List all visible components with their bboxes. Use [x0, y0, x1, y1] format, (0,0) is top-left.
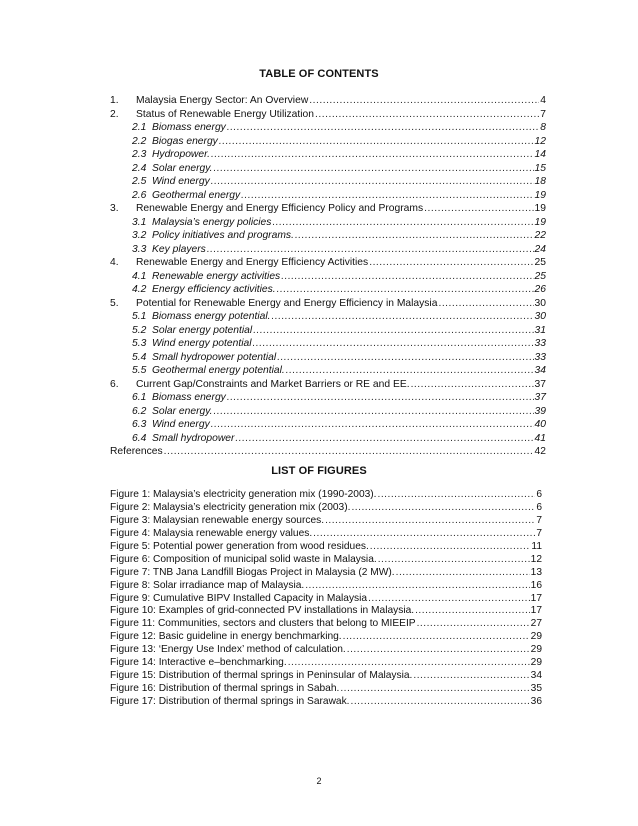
toc-entry-number: 5.2	[132, 324, 147, 336]
figure-entry[interactable]	[110, 580, 542, 593]
toc-entry[interactable]	[110, 445, 546, 459]
toc-entry-title: Status of Renewable Energy Utilization	[136, 108, 315, 120]
toc-entry-number: 2.1	[132, 122, 147, 133]
toc-entry[interactable]	[110, 175, 546, 189]
figure-entry-page: 7	[536, 527, 542, 539]
toc-entry[interactable]	[110, 324, 546, 338]
toc-entry-number: 6.4	[132, 432, 147, 444]
dot-leader	[235, 432, 533, 446]
figure-entry-title: Figure 4: Malaysia renewable energy values.	[110, 527, 313, 539]
toc-entry-title: Renewable Energy and Energy Efficiency Policy and Programs	[136, 203, 424, 214]
toc-entry[interactable]	[110, 351, 546, 365]
toc-entry-title: Solar energy potential	[152, 324, 253, 336]
toc-entry-title: Geothermal energy	[152, 189, 241, 201]
figure-entry-title: Figure 9: Cumulative BIPV Installed Capacity in Malaysia	[110, 592, 368, 604]
dot-leader	[417, 618, 530, 631]
toc-entry[interactable]	[110, 283, 546, 297]
dot-leader	[288, 657, 530, 670]
table-of-contents	[110, 94, 546, 459]
figure-entry-page: 29	[530, 657, 542, 669]
figure-entry[interactable]	[110, 567, 542, 580]
figure-entry-page: 29	[530, 644, 542, 656]
toc-entry-page: 40	[534, 419, 546, 430]
figure-entry-title: Figure 12: Basic guideline in energy benchmarking.	[110, 631, 342, 643]
toc-entry-page: 41	[534, 432, 546, 444]
toc-entry[interactable]	[110, 243, 546, 257]
figure-entry-title: Figure 17: Distribution of thermal springs in Sarawak.	[110, 696, 350, 707]
toc-entry-page: 37	[534, 392, 546, 403]
toc-entry[interactable]	[110, 418, 546, 432]
figure-entry[interactable]	[110, 657, 542, 670]
toc-entry-page: 31	[534, 324, 546, 336]
toc-entry[interactable]	[110, 94, 546, 108]
dot-leader	[370, 541, 531, 554]
figure-entry-page: 6	[536, 501, 542, 513]
figure-entry[interactable]	[110, 605, 542, 618]
toc-entry-page: 37	[534, 378, 546, 390]
toc-entry[interactable]	[110, 108, 546, 122]
toc-entry-page: 22	[534, 230, 546, 241]
toc-entry[interactable]	[110, 364, 546, 378]
dot-leader	[313, 528, 535, 541]
toc-entry-page: 12	[534, 135, 546, 147]
toc-entry-title: Biomass energy	[152, 122, 226, 133]
dot-leader	[164, 445, 534, 459]
toc-entry-number: 6.3	[132, 419, 147, 430]
figure-entry[interactable]	[110, 670, 542, 683]
toc-entry-title: Policy initiatives and programs.	[152, 230, 294, 241]
toc-heading: TABLE OF CONTENTS	[259, 68, 379, 80]
toc-entry-page: 15	[534, 162, 546, 174]
toc-entry-page: 24	[534, 243, 546, 255]
toc-entry-number: 6.2	[132, 405, 147, 417]
figure-entry-title: Figure 10: Examples of grid-connected PV installations in Malaysia.	[110, 605, 415, 617]
toc-entry-title: Energy efficiency activities.	[152, 284, 276, 295]
toc-entry-title: Wind energy	[152, 176, 210, 187]
figure-entry[interactable]	[110, 696, 542, 709]
toc-entry[interactable]	[110, 337, 546, 351]
dot-leader	[309, 94, 539, 108]
figure-entry-title: Figure 15: Distribution of thermal springs in Peninsular of Malaysia.	[110, 670, 413, 682]
toc-entry-page: 25	[534, 270, 546, 282]
toc-entry-title: Wind energy	[152, 419, 210, 430]
toc-entry-title: Small hydropower	[152, 432, 235, 444]
dot-leader	[347, 644, 530, 657]
dot-leader	[343, 631, 530, 644]
dot-leader	[211, 418, 534, 432]
dot-leader	[396, 567, 530, 580]
figure-entry[interactable]	[110, 554, 542, 567]
toc-entry-title: Renewable Energy and Energy Efficiency Activities	[136, 257, 369, 268]
toc-entry-number: 4.1	[132, 270, 147, 282]
dot-leader	[253, 337, 534, 351]
figure-entry[interactable]	[110, 502, 542, 515]
toc-entry-page: 33	[534, 338, 546, 349]
dot-leader	[211, 148, 534, 162]
dot-leader	[227, 121, 539, 135]
toc-entry-number: 2.6	[132, 189, 147, 201]
dot-leader	[305, 580, 529, 593]
toc-entry[interactable]	[110, 229, 546, 243]
toc-entry-title: Malaysia’s energy policies	[152, 216, 272, 228]
toc-entry-page: 30	[534, 297, 546, 309]
figure-entry-page: 13	[530, 566, 542, 578]
toc-entry-page: 39	[534, 405, 546, 417]
dot-leader	[277, 283, 534, 297]
dot-leader	[281, 270, 533, 284]
dot-leader	[351, 502, 535, 515]
dot-leader	[325, 515, 535, 528]
toc-entry-title: Small hydropower potential	[152, 351, 277, 363]
toc-entry[interactable]	[110, 297, 546, 311]
dot-leader	[207, 243, 534, 257]
figure-entry[interactable]	[110, 515, 542, 528]
toc-entry-page: 25	[534, 257, 546, 268]
toc-entry-number: 5.1	[132, 311, 147, 322]
page-number: 2	[316, 776, 322, 786]
figure-entry-title: Figure 11: Communities, sectors and clusters that belong to MIEEIP	[110, 618, 416, 630]
toc-entry[interactable]	[110, 432, 546, 446]
figure-entry-page: 29	[530, 631, 542, 643]
dot-leader	[438, 297, 533, 311]
toc-entry[interactable]	[110, 378, 546, 392]
toc-entry-title: Hydropower.	[152, 149, 210, 160]
dot-leader	[227, 391, 534, 405]
figure-entry-page: 12	[530, 553, 542, 565]
figure-entry-title: Figure 8: Solar irradiance map of Malaysia.	[110, 579, 305, 591]
toc-entry[interactable]	[110, 202, 546, 216]
figure-entry-title: Figure 5: Potential power generation from wood residues.	[110, 540, 369, 552]
figure-entry-title: Figure 2: Malaysia’s electricity generation mix (2003).	[110, 501, 351, 513]
toc-entry[interactable]	[110, 121, 546, 135]
dot-leader	[295, 229, 534, 243]
dot-leader	[277, 351, 533, 365]
figure-entry-title: Figure 6: Composition of municipal solid waste in Malaysia.	[110, 553, 377, 565]
dot-leader	[271, 310, 533, 324]
toc-entry-page: 42	[534, 446, 546, 457]
toc-entry-page: 8	[540, 122, 546, 133]
toc-entry-page: 7	[540, 108, 546, 120]
figure-entry-page: 27	[530, 618, 542, 630]
dot-leader	[351, 696, 530, 709]
toc-entry-title: Current Gap/Constraints and Market Barriers or RE and EE.	[136, 378, 410, 390]
figure-entry-page: 7	[536, 514, 542, 526]
toc-entry-number: 6.	[110, 378, 119, 390]
toc-entry-page: 14	[534, 149, 546, 160]
toc-entry-title: References	[110, 446, 163, 457]
figure-entry-title: Figure 1: Malaysia’s electricity generation mix (1990-2003).	[110, 489, 377, 500]
list-of-figures	[110, 489, 542, 709]
dot-leader	[413, 670, 529, 683]
figure-entry-page: 17	[530, 592, 542, 604]
toc-entry-number: 4.2	[132, 284, 147, 295]
toc-entry-title: Malaysia Energy Sector: An Overview	[136, 95, 309, 106]
figure-entry-title: Figure 3: Malaysian renewable energy sources.	[110, 514, 325, 526]
figure-entry[interactable]	[110, 489, 542, 502]
toc-entry[interactable]	[110, 216, 546, 230]
toc-entry-page: 19	[534, 189, 546, 201]
toc-entry[interactable]	[110, 391, 546, 405]
toc-entry-title: Biomass energy	[152, 392, 226, 403]
dot-leader	[369, 256, 533, 270]
figure-entry[interactable]	[110, 593, 542, 606]
figure-entry-title: Figure 13: ‘Energy Use Index’ method of calculation.	[110, 644, 346, 656]
figure-entry-page: 17	[530, 605, 542, 617]
toc-entry-title: Key players	[152, 243, 206, 255]
dot-leader	[368, 593, 530, 606]
toc-entry-number: 1.	[110, 95, 119, 106]
toc-entry-title: Biomass energy potential.	[152, 311, 271, 322]
toc-entry-page: 18	[534, 176, 546, 187]
dot-leader	[378, 489, 536, 502]
toc-entry-number: 3.3	[132, 243, 147, 255]
toc-entry[interactable]	[110, 162, 546, 176]
dot-leader	[213, 162, 533, 176]
figure-entry-title: Figure 7: TNB Jana Landfill Biogas Project in Malaysia (2 MW).	[110, 566, 395, 578]
toc-entry-title: Biogas energy	[152, 135, 218, 147]
toc-entry[interactable]	[110, 256, 546, 270]
toc-entry-number: 6.1	[132, 392, 147, 403]
dot-leader	[415, 605, 530, 618]
toc-entry-title: Solar energy.	[152, 405, 213, 417]
toc-entry-number: 3.	[110, 203, 119, 214]
figure-entry-title: Figure 16: Distribution of thermal springs in Sabah.	[110, 683, 340, 695]
toc-entry-number: 3.1	[132, 216, 147, 228]
figure-entry-page: 35	[530, 683, 542, 695]
toc-entry-page: 19	[534, 203, 546, 214]
toc-entry-number: 5.3	[132, 338, 147, 349]
dot-leader	[411, 378, 534, 392]
toc-entry-number: 2.2	[132, 135, 147, 147]
toc-entry-number: 4.	[110, 257, 119, 268]
figure-entry[interactable]	[110, 528, 542, 541]
figure-entry-title: Figure 14: Interactive e–benchmarking.	[110, 657, 287, 669]
dot-leader	[241, 189, 533, 203]
figure-entry[interactable]	[110, 644, 542, 657]
dot-leader	[272, 216, 533, 230]
toc-entry-title: Solar energy.	[152, 162, 213, 174]
figure-entry[interactable]	[110, 541, 542, 554]
toc-entry-page: 33	[534, 351, 546, 363]
dot-leader	[340, 683, 529, 696]
dot-leader	[378, 554, 530, 567]
toc-entry[interactable]	[110, 405, 546, 419]
toc-entry[interactable]	[110, 189, 546, 203]
toc-entry[interactable]	[110, 148, 546, 162]
toc-entry-number: 2.	[110, 108, 119, 120]
toc-entry-number: 5.5	[132, 365, 147, 376]
toc-entry-page: 4	[540, 95, 546, 106]
dot-leader	[315, 108, 539, 122]
toc-entry-number: 2.3	[132, 149, 147, 160]
figure-entry[interactable]	[110, 683, 542, 696]
toc-entry-page: 26	[534, 284, 546, 295]
figures-heading: LIST OF FIGURES	[271, 465, 367, 477]
dot-leader	[211, 175, 534, 189]
toc-entry-number: 3.2	[132, 230, 147, 241]
dot-leader	[253, 324, 533, 338]
toc-entry-page: 19	[534, 216, 546, 228]
figure-entry-page: 36	[530, 696, 542, 707]
dot-leader	[219, 135, 534, 149]
toc-entry[interactable]	[110, 270, 546, 284]
toc-entry-title: Potential for Renewable Energy and Energy Efficiency in Malaysia	[136, 297, 438, 309]
figure-entry-page: 34	[530, 670, 542, 682]
dot-leader	[286, 364, 534, 378]
toc-entry-number: 2.4	[132, 162, 147, 174]
figure-entry-page: 11	[531, 540, 542, 552]
toc-entry-title: Wind energy potential	[152, 338, 252, 349]
figure-entry[interactable]	[110, 618, 542, 631]
toc-entry-number: 5.	[110, 297, 119, 309]
figure-entry-page: 16	[530, 579, 542, 591]
toc-entry[interactable]	[110, 135, 546, 149]
toc-entry-title: Geothermal energy potential.	[152, 365, 285, 376]
toc-entry-page: 34	[534, 365, 546, 376]
toc-entry-number: 5.4	[132, 351, 147, 363]
dot-leader	[213, 405, 533, 419]
toc-entry-number: 2.5	[132, 176, 147, 187]
toc-entry-title: Renewable energy activities	[152, 270, 281, 282]
toc-entry[interactable]	[110, 310, 546, 324]
figure-entry-page: 6	[536, 489, 542, 500]
figure-entry[interactable]	[110, 631, 542, 644]
dot-leader	[424, 202, 533, 216]
toc-entry-page: 30	[534, 311, 546, 322]
